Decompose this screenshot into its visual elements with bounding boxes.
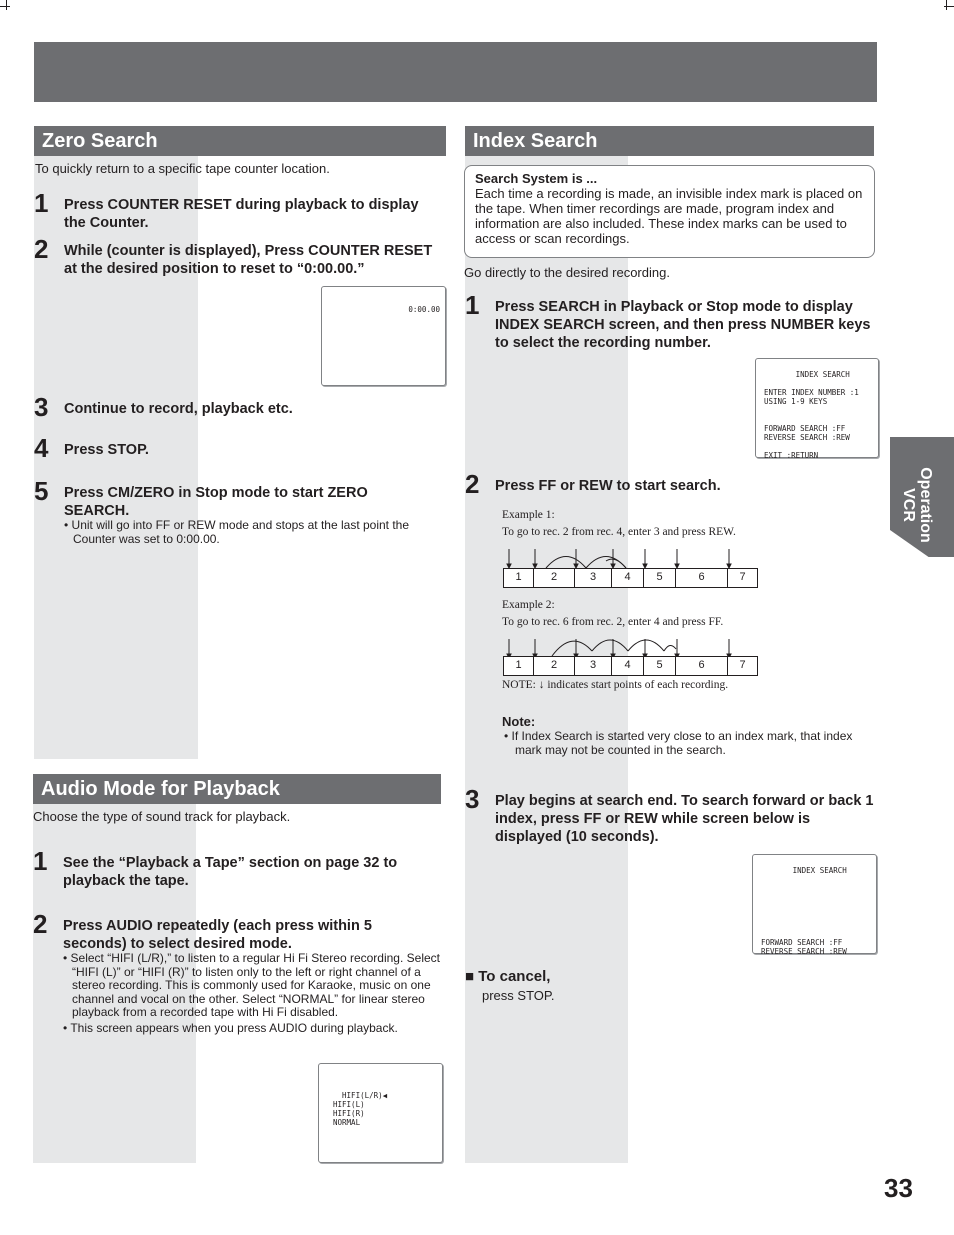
step-text: Press CM/ZERO in Stop mode to start ZERO SEARCH. bbox=[64, 485, 368, 519]
section-intro: To quickly return to a specific tape counter location. bbox=[35, 161, 330, 176]
step-number: 3 bbox=[34, 392, 49, 422]
step-number: 1 bbox=[465, 290, 480, 320]
audio-mode-list: HIFI(L/R)◀ HIFI(L) HIFI(R) NORMAL bbox=[333, 1091, 388, 1127]
section-intro: Go directly to the desired recording. bbox=[464, 265, 670, 280]
search-system-infobox bbox=[464, 165, 875, 258]
step-text: While (counter is displayed), Press COUNTER RESET at the desired position to reset to “0:00.00.” bbox=[64, 243, 433, 277]
infobox-title: Search System is ... bbox=[475, 171, 598, 186]
index-search-screen-text: INDEX SEARCH ENTER INDEX NUMBER :1 USING 1-9 KEYS FORWARD SEARCH :FF REVERSE SEARCH :REW EXIT :RETURN bbox=[764, 370, 859, 460]
start-arrows bbox=[507, 549, 731, 568]
index-search-screen-text: INDEX SEARCH FORWARD SEARCH :FF REVERSE SEARCH :REW bbox=[761, 866, 847, 956]
example-text: To go to rec. 6 from rec. 2, enter 4 and press FF. bbox=[502, 616, 724, 628]
tape-cell: 1 bbox=[504, 657, 534, 675]
tape-cell: 3 bbox=[575, 657, 612, 675]
example-text: To go to rec. 2 from rec. 4, enter 3 and press REW. bbox=[502, 526, 736, 538]
tape-cell: 3 bbox=[575, 569, 612, 587]
step-number: 5 bbox=[34, 476, 49, 506]
step-number: 1 bbox=[33, 846, 48, 876]
page-number: 33 bbox=[884, 1173, 913, 1203]
tape-cell: 1 bbox=[504, 569, 534, 587]
step-number: 2 bbox=[465, 469, 480, 499]
step-number: 2 bbox=[34, 234, 49, 264]
cancel-title: ■ To cancel, bbox=[465, 968, 551, 985]
side-tab-line: Operation bbox=[917, 467, 934, 543]
example-label: Example 1: bbox=[502, 509, 555, 521]
step-text: Press FF or REW to start search. bbox=[495, 478, 721, 494]
index-search-screen bbox=[755, 358, 879, 458]
tape-cell: 2 bbox=[534, 569, 575, 587]
section-title-audio-mode: Audio Mode for Playback bbox=[33, 774, 441, 804]
tape-cell: 7 bbox=[739, 571, 746, 583]
note-title: Note: bbox=[502, 714, 536, 729]
tape-cell: 5 bbox=[644, 657, 676, 675]
step-text: See the “Playback a Tape” section on page 32 to playback the tape. bbox=[63, 855, 398, 889]
tape-cell: 6 bbox=[676, 569, 728, 587]
counter-screen bbox=[321, 286, 446, 386]
cancel-text: press STOP. bbox=[482, 988, 555, 1003]
section-intro: Choose the type of sound track for playback. bbox=[33, 809, 291, 824]
tape-cell: 2 bbox=[534, 657, 575, 675]
step-number: 3 bbox=[465, 784, 480, 814]
infobox-body: Each time a recording is made, an invisible index mark is placed on the tape. When timer recordings are made, program index and information are also included. These index marks can be used to access or scan recordings. bbox=[475, 186, 863, 246]
tape-cell: 6 bbox=[676, 657, 728, 675]
counter-display: 0:00.00 bbox=[408, 305, 440, 314]
step-number: 1 bbox=[34, 188, 49, 218]
step-bullet: • This screen appears when you press AUDIO during playback. bbox=[63, 1021, 398, 1035]
tape-strip bbox=[503, 568, 758, 588]
note-text: • If Index Search is started very close to an index mark, that index mark may not be counted in the search. bbox=[504, 729, 853, 757]
example-label: Example 2: bbox=[502, 599, 555, 611]
step-note: • Unit will go into FF or REW mode and stops at the last point the Counter was set to 0:00.00. bbox=[64, 518, 410, 546]
tape-strip bbox=[503, 656, 758, 676]
index-search-screen bbox=[752, 854, 877, 954]
tape-cell: 7 bbox=[739, 659, 746, 671]
step-text: Press STOP. bbox=[64, 442, 149, 458]
crop-mark bbox=[946, 0, 947, 10]
page-header-bar bbox=[34, 42, 877, 102]
tape-cell: 5 bbox=[644, 569, 676, 587]
crop-mark bbox=[6, 0, 7, 10]
section-title-zero-search: Zero Search bbox=[34, 126, 446, 156]
step-number: 2 bbox=[33, 909, 48, 939]
side-tab-notch bbox=[890, 530, 930, 558]
step-text: Press AUDIO repeatedly (each press within 5 seconds) to select desired mode. bbox=[63, 918, 372, 952]
section-title-index-search: Index Search bbox=[465, 126, 874, 156]
tape-note: NOTE: ↓ indicates start points of each recording. bbox=[502, 679, 729, 691]
audio-mode-screen bbox=[318, 1063, 443, 1163]
step-bullet: • Select “HIFI (L/R),” to listen to a regular Hi Fi Stereo recording. Select “HIFI (L)” or “HIFI (R)” to listen only to the left or right channel of a stereo recording. This is commonly used for Karaoke, music on one channel and vocal on the other. Select “NORMAL” for linear stereo playback from a recorded tape with Hi Fi disabled. bbox=[63, 951, 441, 1019]
tape-cell: 4 bbox=[612, 657, 644, 675]
crop-mark bbox=[0, 6, 10, 7]
step-number: 4 bbox=[34, 433, 49, 463]
step-text: Press COUNTER RESET during playback to display the Counter. bbox=[64, 197, 419, 231]
step-text: Continue to record, playback etc. bbox=[64, 401, 293, 417]
side-tab-line: VCR bbox=[900, 488, 917, 522]
tape-cell: 4 bbox=[612, 569, 644, 587]
step-text: Press SEARCH in Playback or Stop mode to display INDEX SEARCH screen, and then press NUMBER keys to select the recording number. bbox=[495, 299, 871, 351]
step-text: Play begins at search end. To search forward or back 1 index, press FF or REW while screen below is displayed (10 seconds). bbox=[495, 793, 874, 845]
